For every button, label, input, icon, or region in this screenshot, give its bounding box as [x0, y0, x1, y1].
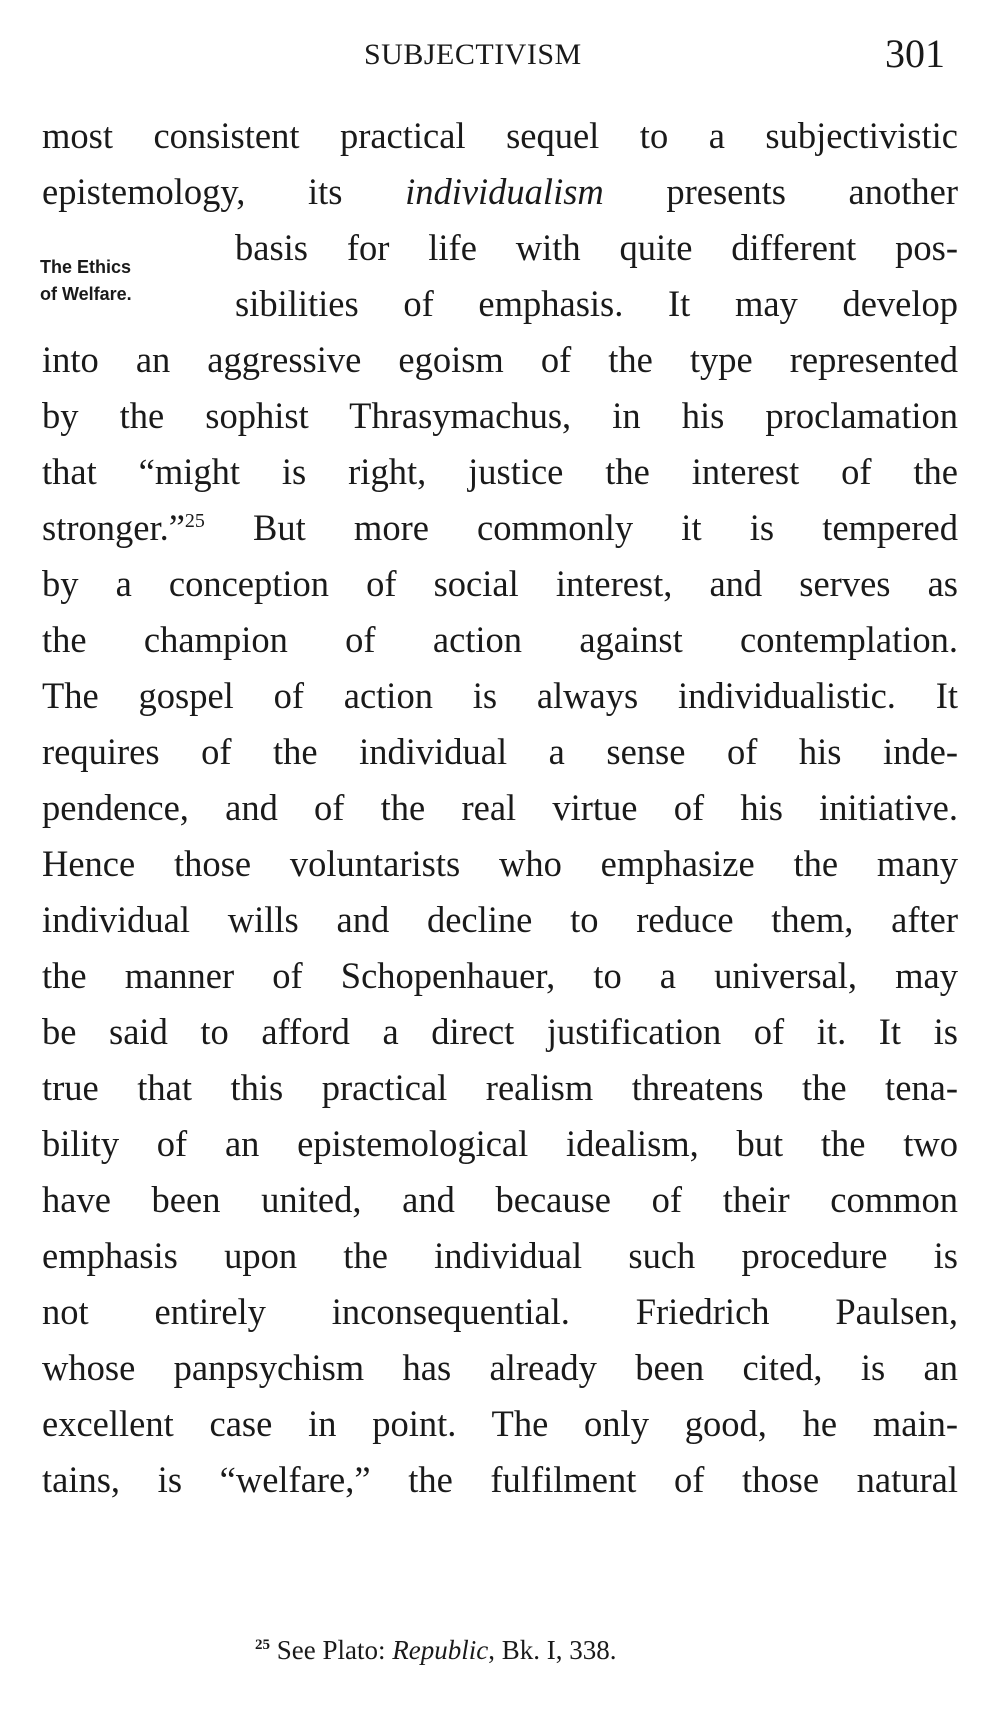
body-line-8 [42, 507, 958, 548]
footnote-reference: 25 [184, 509, 205, 532]
margin-note-line-2: of Welfare. [40, 284, 132, 304]
running-head-title: SUBJECTIVISM [364, 38, 582, 71]
body-line-7: that “might is right, justice the interest of the [42, 451, 958, 492]
body-line-9: by a conception of social interest, and serves as [42, 563, 958, 604]
body-line-15: individual wills and decline to reduce them, after [42, 899, 958, 940]
body-line-11: The gospel of action is always individualistic. It [42, 675, 958, 716]
page-number: 301 [885, 31, 945, 76]
running-head [0, 30, 1000, 80]
body-line-21: emphasis upon the individual such procedure is [42, 1235, 958, 1276]
footnote-text-b: , Bk. I, 338. [488, 1635, 617, 1665]
body-line-2-text-b: presents another [603, 171, 958, 212]
body-line-10: the champion of action against contemplation. [42, 619, 958, 660]
margin-note-line-1: The Ethics [40, 257, 132, 277]
body-line-18: true that this practical realism threatens the tena- [42, 1067, 958, 1108]
body-line-2-emphasis: individualism [405, 171, 604, 212]
body-line-25: tains, is “welfare,” the fulfilment of those natural [42, 1459, 958, 1500]
body-line-6: by the sophist Thrasymachus, in his proclamation [42, 395, 958, 436]
body-line-8-text-a: stronger.” [42, 507, 185, 548]
body-line-12: requires of the individual a sense of his inde- [42, 731, 958, 772]
body-line-8-text-b: But more commonly it is tempered [204, 507, 958, 548]
footnote-book-title: Republic [392, 1635, 489, 1665]
body-line-2-text-a: epistemology, its [42, 171, 406, 212]
body-line-24: excellent case in point. The only good, he main- [42, 1403, 958, 1444]
body-line-19: bility of an epistemological idealism, but the two [42, 1123, 958, 1164]
body-line-1: most consistent practical sequel to a subjectivistic [42, 115, 958, 156]
body-line-14: Hence those voluntarists who emphasize the many [42, 843, 958, 884]
footnote [255, 1635, 616, 1666]
footnote-text-a: See Plato: [270, 1635, 393, 1665]
body-line-16: the manner of Schopenhauer, to a universal, may [42, 955, 958, 996]
body-line-23: whose panpsychism has already been cited, is an [42, 1347, 958, 1388]
footnote-mark: 25 [255, 1637, 270, 1653]
body-line-3: basis for life with quite different pos- [235, 227, 958, 268]
body-line-2 [42, 171, 958, 212]
body-line-17: be said to afford a direct justification of it. It is [42, 1011, 958, 1052]
body-line-13: pendence, and of the real virtue of his initiative. [42, 787, 958, 828]
body-line-5: into an aggressive egoism of the type represented [42, 339, 958, 380]
body-line-22: not entirely inconsequential. Friedrich Paulsen, [42, 1291, 958, 1332]
body-line-20: have been united, and because of their common [42, 1179, 958, 1220]
body-line-4: sibilities of emphasis. It may develop [235, 283, 958, 324]
